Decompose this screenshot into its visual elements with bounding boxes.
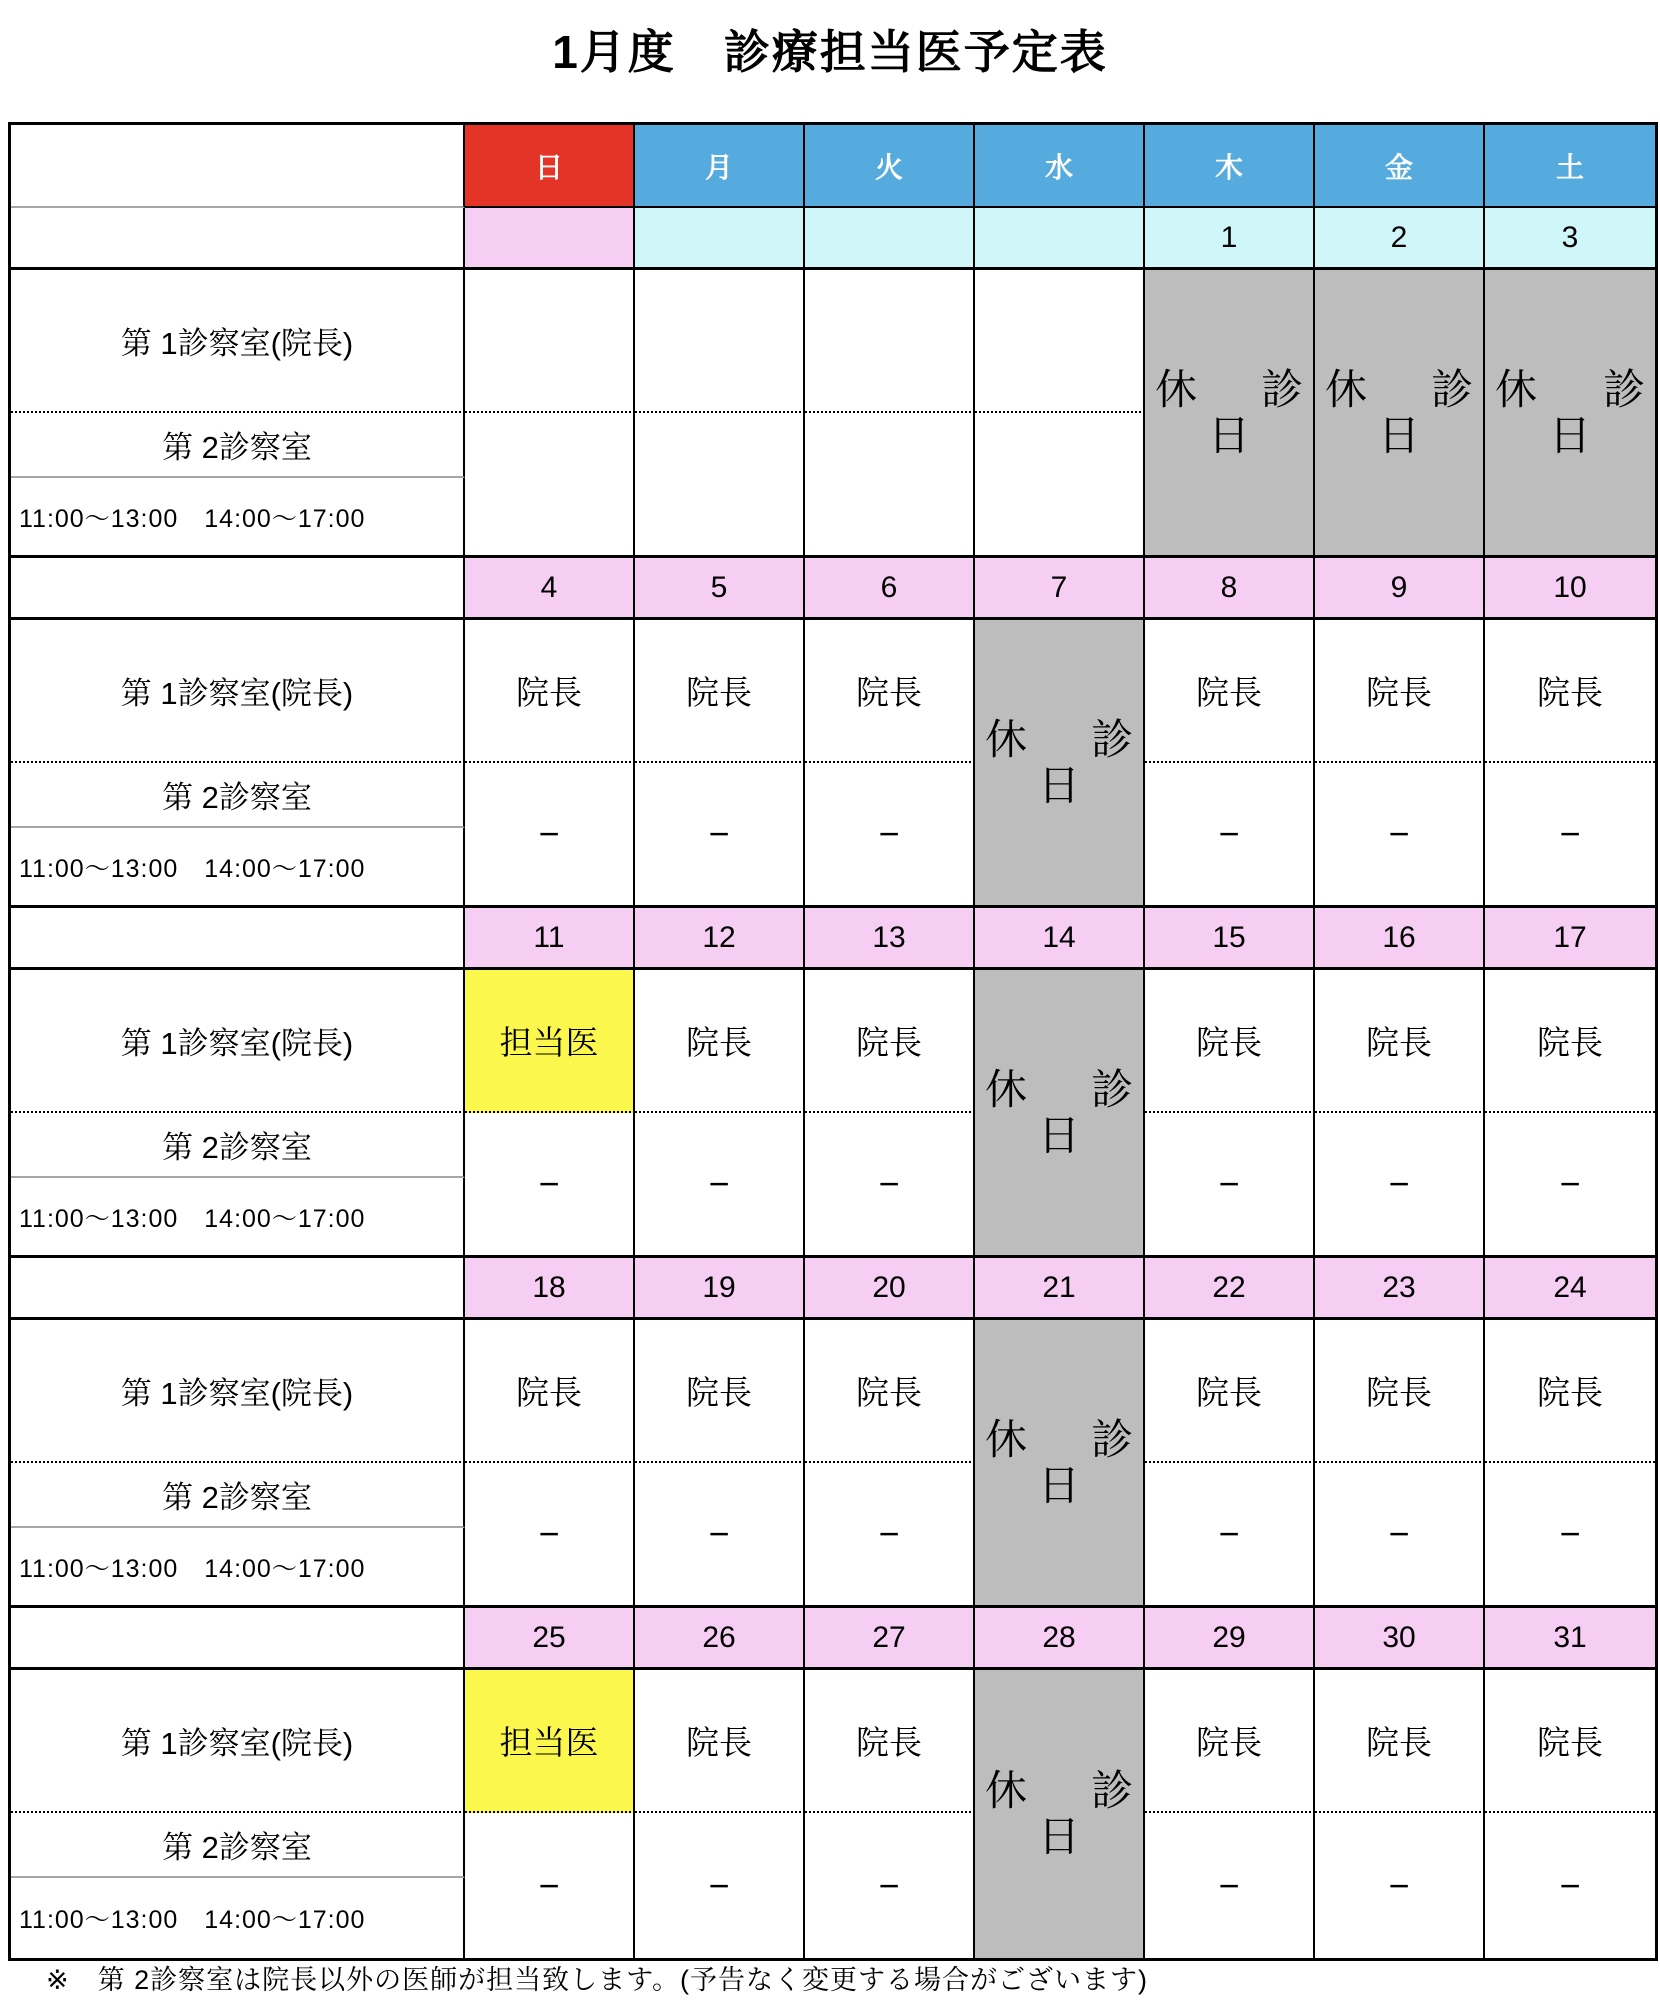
date-cell: 8 — [1145, 558, 1315, 620]
room1-staff-cell: 院長 — [805, 1670, 975, 1813]
date-cell — [635, 208, 805, 270]
date-cell: 18 — [465, 1258, 635, 1320]
room1-staff-cell — [465, 270, 635, 413]
room2-staff-cell: − — [1485, 763, 1655, 908]
room2-staff-cell: − — [635, 1813, 805, 1958]
closed-char-3: 日 — [1037, 1111, 1080, 1159]
room1-staff-cell: 院長 — [1315, 620, 1485, 763]
room2-staff-cell: − — [805, 1113, 975, 1258]
room2-staff-cell: − — [1485, 1113, 1655, 1258]
page-title: 1月度 診療担当医予定表 — [552, 26, 1108, 78]
room1-staff-cell: 院長 — [1485, 970, 1655, 1113]
day-header-cell: 土 — [1485, 125, 1655, 208]
closed-cell — [975, 970, 1145, 1258]
date-cell: 3 — [1485, 208, 1655, 270]
closed-char-2: 診 — [1260, 365, 1303, 413]
closed-char-2: 診 — [1090, 1415, 1133, 1463]
room2-staff-cell: − — [805, 1463, 975, 1608]
room1-staff-cell: 院長 — [465, 1320, 635, 1463]
hours-label: 11:00～13:00 14:00～17:00 — [11, 828, 465, 908]
room1-staff-cell: 院長 — [1145, 970, 1315, 1113]
date-cell: 17 — [1485, 908, 1655, 970]
room1-staff-cell: 院長 — [465, 620, 635, 763]
room1-label: 第 1診察室(院長) — [11, 1320, 465, 1463]
room1-staff-cell: 院長 — [805, 1320, 975, 1463]
closed-char-2: 診 — [1090, 1767, 1133, 1814]
room2-staff-cell: − — [1145, 1113, 1315, 1258]
room1-staff-cell: 担当医 — [465, 1670, 635, 1813]
date-cell: 12 — [635, 908, 805, 970]
date-cell — [975, 208, 1145, 270]
closed-char-1: 休 — [985, 1065, 1028, 1113]
room2-label: 第 2診察室 — [11, 763, 465, 828]
day-header-cell: 日 — [465, 125, 635, 208]
room1-label: 第 1診察室(院長) — [11, 620, 465, 763]
room2-label: 第 2診察室 — [11, 1813, 465, 1878]
day-header-cell: 水 — [975, 125, 1145, 208]
room1-staff-cell: 院長 — [635, 1670, 805, 1813]
room1-staff-cell: 院長 — [1145, 1670, 1315, 1813]
date-row-spacer — [11, 208, 465, 270]
closed-label — [975, 1067, 1143, 1159]
room2-label: 第 2診察室 — [11, 1463, 465, 1528]
closed-char-1: 休 — [1495, 365, 1538, 413]
date-row-spacer — [11, 1258, 465, 1320]
closed-char-3: 日 — [1377, 411, 1420, 459]
room2-staff-cell: − — [1145, 763, 1315, 908]
room1-staff-cell: 院長 — [635, 620, 805, 763]
date-cell: 10 — [1485, 558, 1655, 620]
closed-char-1: 休 — [985, 1767, 1028, 1814]
date-cell: 20 — [805, 1258, 975, 1320]
room2-staff-cell: − — [465, 763, 635, 908]
day-header-cell: 金 — [1315, 125, 1485, 208]
date-cell — [805, 208, 975, 270]
room1-staff-cell: 院長 — [1315, 1670, 1485, 1813]
closed-label — [975, 1417, 1143, 1509]
room2-staff-cell: − — [1315, 1813, 1485, 1958]
room1-staff-cell — [975, 270, 1145, 413]
closed-char-1: 休 — [985, 715, 1028, 763]
closed-label — [1485, 367, 1655, 459]
hours-label: 11:00～13:00 14:00～17:00 — [11, 478, 465, 558]
room2-staff-cell: − — [1559, 1864, 1581, 1906]
closed-cell — [1485, 270, 1655, 558]
date-cell: 13 — [805, 908, 975, 970]
closed-label — [1145, 367, 1313, 459]
date-cell: 22 — [1145, 1258, 1315, 1320]
room1-staff-cell: 院長 — [1485, 1670, 1655, 1813]
closed-char-3: 日 — [1548, 411, 1591, 459]
date-row-spacer — [11, 908, 465, 970]
room1-staff-cell: 院長 — [805, 620, 975, 763]
closed-char-2: 診 — [1602, 365, 1645, 413]
room1-staff-cell: 院長 — [1315, 970, 1485, 1113]
closed-cell — [975, 1320, 1145, 1608]
date-cell: 5 — [635, 558, 805, 620]
closed-cell — [1145, 270, 1315, 558]
room2-staff-cell: − — [1145, 1463, 1315, 1608]
room1-staff-cell: 院長 — [1485, 1320, 1655, 1463]
room1-staff-cell: 院長 — [1145, 620, 1315, 763]
closed-char-3: 日 — [1037, 1461, 1080, 1509]
room2-staff-cell: − — [805, 763, 975, 908]
hours-label: 11:00～13:00 14:00～17:00 — [11, 1528, 465, 1608]
date-cell: 16 — [1315, 908, 1485, 970]
room1-staff-cell: 院長 — [805, 970, 975, 1113]
closed-char-2: 診 — [1430, 365, 1473, 413]
room2-staff-cell: − — [1485, 1463, 1655, 1608]
closed-char-1: 休 — [1325, 365, 1368, 413]
room1-staff-cell: 院長 — [635, 1320, 805, 1463]
date-cell: 30 — [1315, 1608, 1485, 1670]
closed-char-1: 休 — [1155, 365, 1198, 413]
day-header-cell: 木 — [1145, 125, 1315, 208]
date-cell: 6 — [805, 558, 975, 620]
closed-char-1: 休 — [985, 1415, 1028, 1463]
closed-char-3: 日 — [1037, 761, 1080, 809]
room2-staff-cell — [465, 413, 635, 558]
date-cell: 14 — [975, 908, 1145, 970]
room1-staff-cell: 院長 — [1145, 1320, 1315, 1463]
closed-char-3: 日 — [1037, 1813, 1080, 1860]
date-cell: 9 — [1315, 558, 1485, 620]
room2-label: 第 2診察室 — [11, 1113, 465, 1178]
room2-staff-cell: − — [635, 1113, 805, 1258]
hours-label: 11:00～13:00 14:00～17:00 — [11, 1878, 465, 1958]
room2-staff-cell — [975, 413, 1145, 558]
room2-staff-cell: − — [465, 1113, 635, 1258]
date-row-spacer — [11, 558, 465, 620]
date-cell: 23 — [1315, 1258, 1485, 1320]
date-cell: 19 — [635, 1258, 805, 1320]
room1-staff-cell: 担当医 — [465, 970, 635, 1113]
room2-staff-cell: − — [805, 1813, 975, 1958]
date-cell: 15 — [1145, 908, 1315, 970]
room2-staff-cell: − — [465, 1463, 635, 1608]
schedule-table — [8, 122, 1658, 1961]
room2-staff-cell: − — [465, 1813, 635, 1958]
room1-staff-cell: 院長 — [1485, 620, 1655, 763]
date-cell: 24 — [1485, 1258, 1655, 1320]
room2-staff-cell: − — [1315, 763, 1485, 908]
room2-staff-cell: − — [1315, 1113, 1485, 1258]
footnote: ※ 第 2診察室は院長以外の医師が担当致します。(予告なく変更する場合がございます) — [46, 1965, 1148, 1995]
room2-staff-cell: − — [1145, 1813, 1315, 1958]
room2-label: 第 2診察室 — [11, 413, 465, 478]
room2-staff-cell — [805, 413, 975, 558]
closed-label — [975, 717, 1143, 809]
room2-staff-cell: − — [1315, 1463, 1485, 1608]
closed-cell — [975, 620, 1145, 908]
closed-cell — [975, 1670, 1145, 1958]
closed-char-2: 診 — [1090, 715, 1133, 763]
date-cell: 2 — [1315, 208, 1485, 270]
date-cell: 29 — [1145, 1608, 1315, 1670]
closed-char-3: 日 — [1207, 411, 1250, 459]
room1-staff-cell — [805, 270, 975, 413]
closed-label — [975, 1768, 1143, 1860]
date-cell: 25 — [465, 1608, 635, 1670]
date-cell: 1 — [1145, 208, 1315, 270]
date-row-spacer — [11, 1608, 465, 1670]
date-cell: 31 — [1485, 1608, 1655, 1670]
date-cell — [465, 208, 635, 270]
room2-staff-cell: − — [635, 763, 805, 908]
date-cell: 26 — [635, 1608, 805, 1670]
header-corner-cell — [11, 125, 465, 208]
day-header-cell: 火 — [805, 125, 975, 208]
room1-staff-cell — [635, 270, 805, 413]
closed-label — [1315, 367, 1483, 459]
room1-label: 第 1診察室(院長) — [11, 1670, 465, 1813]
closed-cell — [1315, 270, 1485, 558]
room2-staff-cell — [635, 413, 805, 558]
date-cell: 11 — [465, 908, 635, 970]
room1-label: 第 1診察室(院長) — [11, 270, 465, 413]
day-header-cell: 月 — [635, 125, 805, 208]
closed-char-2: 診 — [1090, 1065, 1133, 1113]
date-cell: 27 — [805, 1608, 975, 1670]
date-cell: 28 — [975, 1608, 1145, 1670]
date-cell: 21 — [975, 1258, 1145, 1320]
room1-label: 第 1診察室(院長) — [11, 970, 465, 1113]
date-cell: 7 — [975, 558, 1145, 620]
date-cell: 4 — [465, 558, 635, 620]
room1-staff-cell: 院長 — [1315, 1320, 1485, 1463]
hours-label: 11:00～13:00 14:00～17:00 — [11, 1178, 465, 1258]
room2-staff-cell: − — [635, 1463, 805, 1608]
room1-staff-cell: 院長 — [635, 970, 805, 1113]
